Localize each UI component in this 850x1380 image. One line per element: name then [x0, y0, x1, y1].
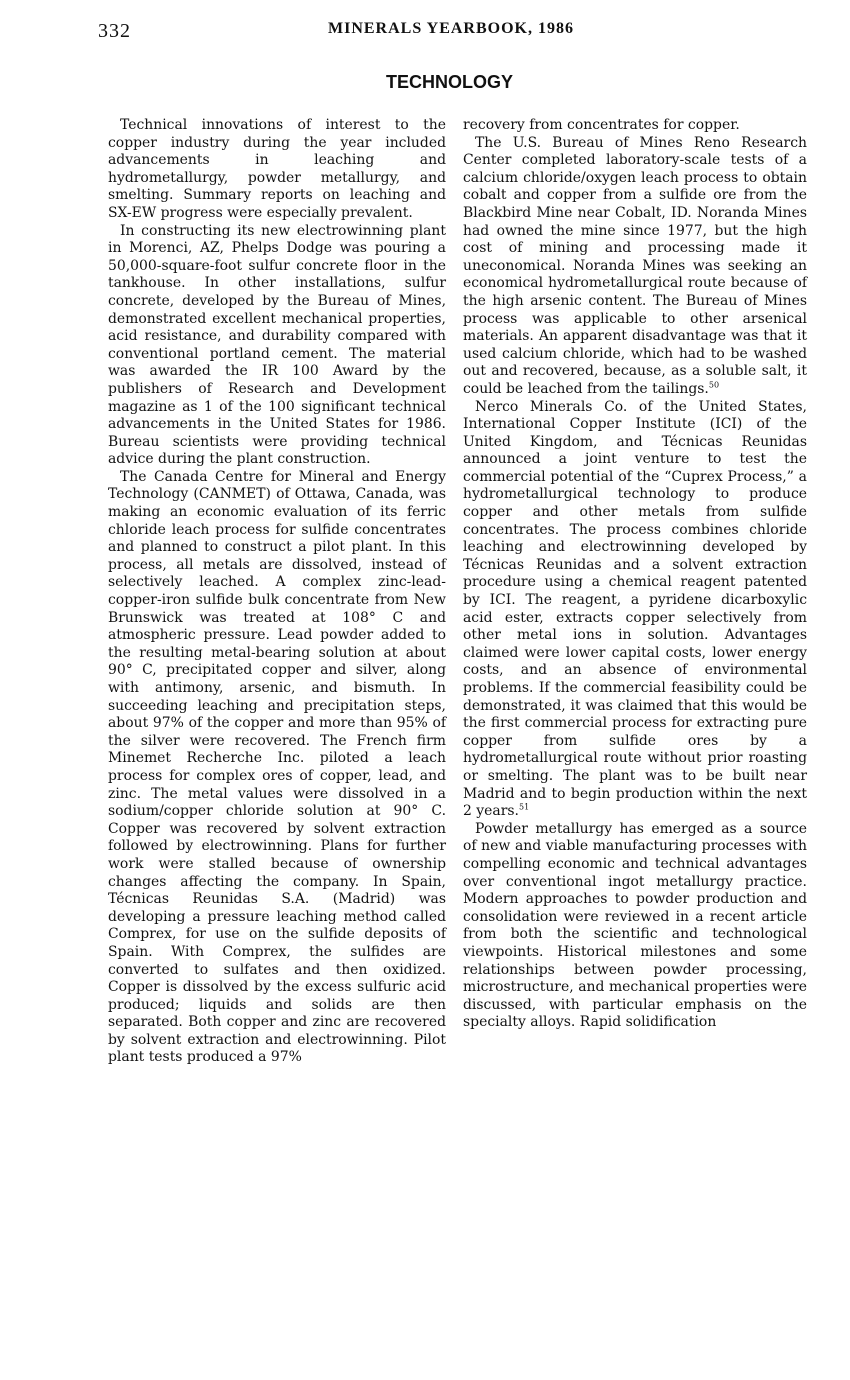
- paragraph-text: The U.S. Bureau of Mines Reno Research Center completed laboratory-scale tests of a calcium chloride/oxygen leach process to obtain cobalt and copper from a sulfide ore from the Blackbird Mine near Cobalt, ID. Noranda Mines had owned the mine since 1977, but the high cost of mining and processing made it uneconomical. Noranda Mines was seeking an economical hydrometallurgical route because of the high arsenic content. The Bureau of Mines process was applicable to other arsenical materials. An apparent disadvantage was that it used calcium chloride, which had to be washed out and recovered, because, as a soluble salt, it could be leached from the tailings.: [463, 134, 807, 397]
- paragraph: Powder metallurgy has emerged as a source of new and viable manufacturing processes with compelling economic and technical advantages over conventional ingot metallurgy practice. Modern approaches to powder production and consolidation were reviewed in a recent article from both the scientific and technological viewpoints. Historical milestones and some relationships between powder processing, microstructure, and mechanical properties were discussed, with particular emphasis on the specialty alloys. Rapid solidification: [463, 820, 807, 1031]
- paragraph: In constructing its new electrowinning plant in Morenci, AZ, Phelps Dodge was pouring a 50,000-square-foot sulfur concrete floor in the tankhouse. In other installations, sulfur concrete, developed by the Bureau of Mines, demonstrated excellent mechanical properties, acid resistance, and durability compared with conventional portland cement. The material was awarded the IR 100 Award by the publishers of Research and Development magazine as 1 of the 100 significant technical advancements in the United States for 1986. Bureau scientists were providing technical advice during the plant construction.: [108, 222, 446, 468]
- section-title: TECHNOLOGY: [386, 72, 514, 92]
- footnote-ref[interactable]: 50: [708, 380, 720, 390]
- paragraph: The Canada Centre for Mineral and Energy Technology (CANMET) of Ottawa, Canada, was making an economic evaluation of its ferric chloride leach process for sulfide concentrates and planned to construct a pilot plant. In this process, all metals are dissolved, instead of selectively leached. A complex zinc-lead-copper-iron sulfide bulk concentrate from New Brunswick was treated at 108° C and atmospheric pressure. Lead powder added to the resulting metal-bearing solution at about 90° C, precipitated copper and silver, along with antimony, arsenic, and bismuth. In succeeding leaching and precipitation steps, about 97% of the copper and more than 95% of the silver were recovered. The French firm Minemet Recherche Inc. piloted a leach process for complex ores of copper, lead, and zinc. The metal values were dissolved in a sodium/copper chloride solution at 90° C. Copper was recovered by solvent extraction followed by electrowinning. Plans for further work were stalled because of ownership changes affecting the company. In Spain, Técnicas Reunidas S.A. (Madrid) was developing a pressure leaching method called Comprex, for use on the sulfide deposits of Spain. With Comprex, the sulfides are converted to sulfates and then oxidized. Copper is dissolved by the excess sulfuric acid produced; liquids and solids are then separated. Both copper and zinc are recovered by solvent extraction and electrowinning. Pilot plant tests produced a 97%: [108, 468, 446, 1066]
- right-column: [463, 117, 807, 1032]
- footnote-ref[interactable]: 51: [518, 802, 530, 812]
- paragraph: [463, 135, 807, 399]
- running-title: MINERALS YEARBOOK, 1986: [328, 20, 574, 37]
- page-number: 332: [98, 20, 131, 42]
- paragraph-text: Nerco Minerals Co. of the United States, International Copper Institute (ICI) of the United Kingdom, and Técnicas Reunidas announced a joint venture to test the commercial potential of the “Cuprex Process,” a hydrometallurgical technology to produce copper and other metals from sulfide concentrates. The process combines chloride leaching and electrowinning developed by Técnicas Reunidas and a solvent extraction procedure using a chemical reagent patented by ICI. The reagent, a pyridene dicarboxylic acid ester, extracts copper selectively from other metal ions in solution. Advantages claimed were lower capital costs, lower energy costs, and an absence of environmental problems. If the commercial feasibility could be demonstrated, it was claimed that this would be the first commercial process for extracting pure copper from sulfide ores by a hydrometallurgical route without prior roasting or smelting. The plant was to be built near Madrid and to begin production within the next 2 years.: [463, 398, 807, 820]
- paragraph: [463, 399, 807, 821]
- paragraph-continuation: recovery from concentrates for copper.: [463, 117, 740, 133]
- paragraph: Technical innovations of interest to the copper industry during the year included advancements in leaching and hydrometallurgy, powder metallurgy, and smelting. Summary reports on leaching and SX-EW progress were especially prevalent.: [108, 117, 446, 221]
- left-column: [108, 117, 446, 1067]
